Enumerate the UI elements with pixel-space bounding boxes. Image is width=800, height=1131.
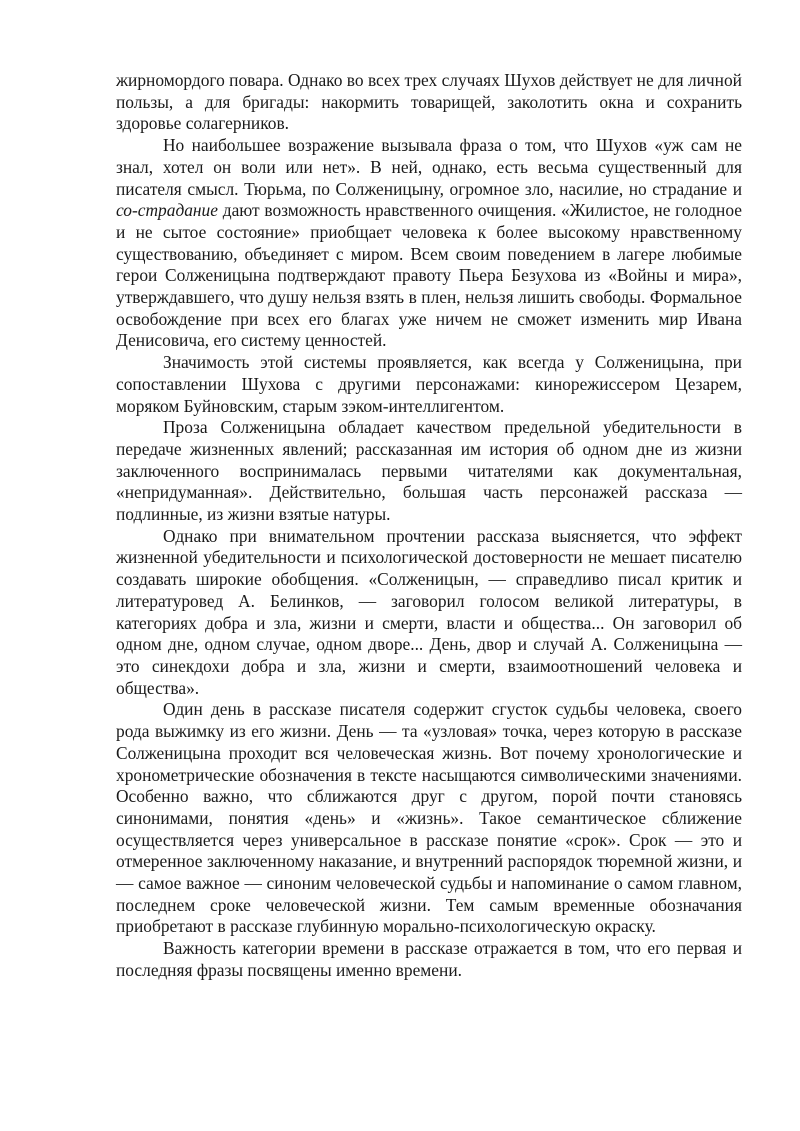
paragraph-6: Один день в рассказе писателя содержит сгусток судьбы человека, своего рода выжимку из его жизни. День — та «узловая» точка, через которую в рассказе Солженицына проходит вся человеческая жизнь. Вот почему хронологические и хронометрические обозначения в тексте насыщаются символическими значениями. Особенно важно, что сближаются друг с другом, порой почти становясь синонимами, понятия «день» и «жизнь». Такое семантическое сближение осуществляется через универсальное в рассказе понятие «срок». Срок — это и отмеренное заключенному наказание, и внутренний распорядок тюремной жизни, и — самое важное — синоним человеческой судьбы и напоминание о самом главном, последнем сроке человеческой жизни. Тем самым временные обозначания приобретают в рассказе глубинную морально-психологическую окраску. — [116, 699, 742, 937]
paragraph-2-text-before: Но наибольшее возражение вызывала фраза о том, что Шухов «уж сам не знал, хотел он воли или нет». В ней, однако, есть весьма существенный для писателя смысл. Тюрьма, по Солженицыну, огромное зло, насилие, но страдание и — [116, 135, 742, 199]
paragraph-4: Проза Солженицына обладает качеством предельной убедительности в передаче жизненных явлений; рассказанная им история об одном дне из жизни заключенного воспринималась первыми читателями как документальная, «непридуманная». Действительно, большая часть персонажей рассказа — подлинные, из жизни взятые натуры. — [116, 417, 742, 525]
paragraph-3: Значимость этой системы проявляется, как всегда у Солженицына, при сопоставлении Шухова с другими персонажами: кинорежиссером Цезарем, моряком Буйновским, старым зэком-интеллигентом. — [116, 352, 742, 416]
document-page — [116, 70, 742, 982]
paragraph-7: Важность категории времени в рассказе отражается в том, что его первая и последняя фразы посвящены именно времени. — [116, 938, 742, 980]
emphasized-term: со-страдание — [116, 200, 218, 221]
paragraph-2 — [116, 135, 742, 352]
paragraph-5: Однако при внимательном прочтении рассказа выясняется, что эффект жизненной убедительности и психологической достоверности не мешает писателю создавать широкие обобщения. «Солженицын, — справедливо писал критик и литературовед А. Белинков, — заговорил голосом великой литературы, в категориях добра и зла, жизни и смерти, власти и общества... Он заговорил об одном дне, одном случае, одном дворе... День, двор и случай А. Солженицына — это синекдохи добра и зла, жизни и смерти, взаимоотношений человека и общества». — [116, 525, 742, 698]
paragraph-1: жирномордого повара. Однако во всех трех случаях Шухов действует не для личной пользы, а для бригады: накормить товарищей, заколотить окна и сохранить здоровье солагерников. — [116, 70, 742, 134]
paragraph-2-text-after: дают возможность нравственного очищения. «Жилистое, не голодное и не сытое состояние» приобщает человека к более высокому нравственному существованию, объединяет с миром. Всем своим поведением в лагере любимые герои Солженицына подтверждают правоту Пьера Безухова из «Войны и мира», утверждавшего, что душу нельзя взять в плен, нельзя лишить свободы. Формальное освобождение при всех его благах уже ничем не сможет изменить мир Ивана Денисовича, его систему ценностей. — [116, 200, 742, 351]
